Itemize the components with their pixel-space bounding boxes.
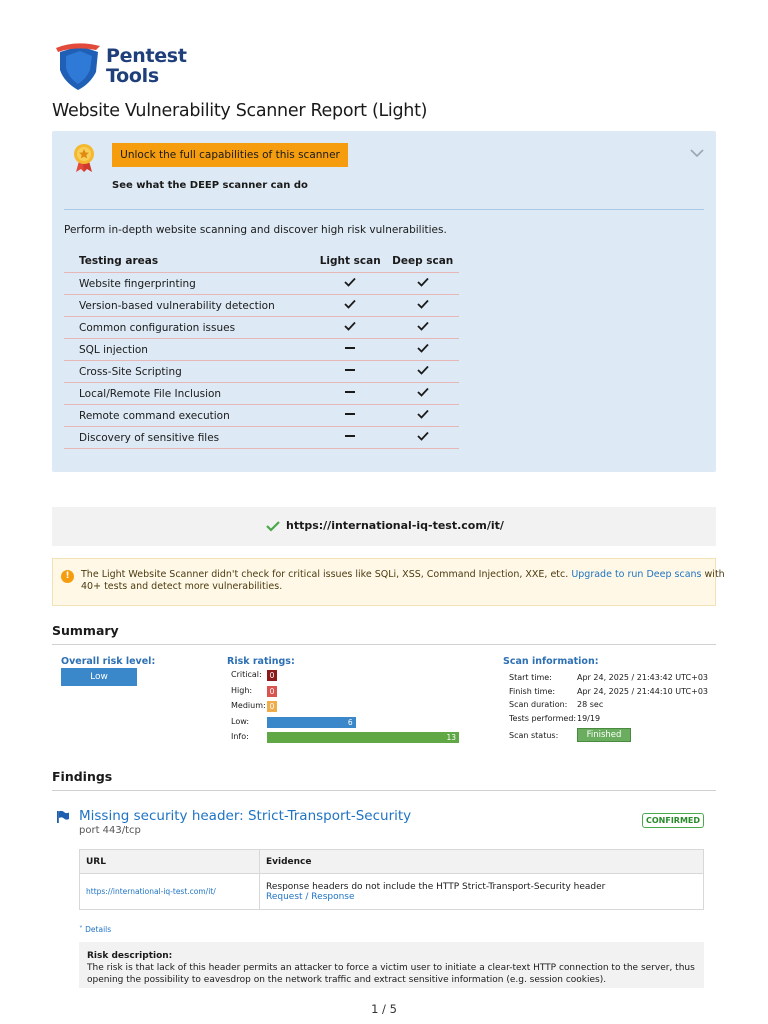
findings-heading: Findings [52,769,113,784]
finding-title[interactable]: Missing security header: Strict-Transport-Security [79,808,412,824]
scan-status-label: Scan status: [509,731,559,740]
rating-bar: 0 [267,670,277,681]
shield-logo-icon [56,42,102,92]
testing-area: Local/Remote File Inclusion [64,383,314,405]
rating-bar: 0 [267,701,277,712]
rating-label: Info: [231,732,249,741]
testing-area: Version-based vulnerability detection [64,295,314,317]
check-icon [314,317,386,339]
testing-area: Website fingerprinting [64,273,314,295]
check-icon [386,339,459,361]
column-header: Testing areas [64,250,314,273]
table-row [64,405,459,427]
brand-line-1: Pentest [106,45,187,67]
target-url-bar [52,507,716,546]
dash-icon [314,405,386,427]
check-icon [386,405,459,427]
rating-bar: 0 [267,686,277,697]
report-title: Website Vulnerability Scanner Report (Light) [52,101,428,121]
table-row [64,427,459,449]
rating-label: High: [231,685,253,695]
light-scan-warning [52,558,725,606]
scan-status-badge: Finished [577,728,631,742]
check-icon [386,361,459,383]
scan-info-label: Scan duration: [509,700,568,710]
column-header: Deep scan [386,250,459,273]
award-medal-icon [72,143,96,173]
dash-icon [314,383,386,405]
scan-info-label: Scan information: [503,656,599,667]
risk-ratings-label: Risk ratings: [227,656,295,667]
rating-label: Medium: [231,701,266,710]
check-icon [266,520,280,532]
check-icon [386,273,459,295]
rating-label: Critical: [231,670,262,679]
check-icon [314,273,386,295]
testing-area: Discovery of sensitive files [64,427,314,449]
deep-scanner-link[interactable]: See what the DEEP scanner can do [112,180,308,191]
check-icon [386,317,459,339]
column-header: Light scan [314,250,386,273]
table-row [80,874,704,910]
finding-port: port 443/tcp [79,825,141,836]
unlock-scanner-button[interactable]: Unlock the full capabilities of this scanner [112,143,348,167]
warning-message-2: with 40+ tests and detect more vulnerabilities. [81,569,725,592]
warning-message: The Light Website Scanner didn't check for critical issues like SQLi, XSS, Command Injection, XXE, etc. [81,569,569,580]
brand-line-2: Tools [106,65,159,87]
risk-description [79,942,704,988]
confirmed-badge: CONFIRMED [642,813,704,828]
table-row [64,383,459,405]
page-number: 1 / 5 [371,1002,397,1016]
scan-info-value: Apr 24, 2025 / 21:43:42 UTC+03 [577,673,709,682]
scan-comparison-table [64,250,459,449]
check-icon [314,295,386,317]
flag-icon [56,810,70,824]
column-header: Evidence [260,850,704,874]
divider [64,209,704,210]
chevron-down-icon: ˅ [79,925,83,934]
dash-icon [314,339,386,361]
warning-icon: ! [61,570,74,583]
check-icon [386,427,459,449]
dash-icon [314,361,386,383]
check-icon [386,295,459,317]
testing-area: Common configuration issues [64,317,314,339]
finding-evidence-cell [260,874,704,910]
overall-risk-badge: Low [61,668,137,686]
table-row [64,339,459,361]
rating-bar: 13 [267,732,459,743]
column-header: URL [80,850,260,874]
scan-info-label: Start time: [509,673,552,682]
request-response-link[interactable]: Request / Response [266,891,355,902]
finding-url[interactable]: https://international-iq-test.com/it/ [80,874,260,910]
testing-area: Cross-Site Scripting [64,361,314,383]
rating-label: Low: [231,716,250,726]
scan-info-value: 28 sec [577,700,604,710]
table-row [64,361,459,383]
target-url: https://international-iq-test.com/it/ [286,519,504,532]
divider [52,790,716,791]
risk-description-title: Risk description: [87,951,173,961]
warning-text [81,569,741,593]
overall-risk-label: Overall risk level: [61,656,156,667]
testing-area: Remote command execution [64,405,314,427]
chevron-down-icon[interactable] [690,148,704,158]
table-row [64,317,459,339]
scan-info-label: Finish time: [509,686,556,696]
scan-info-value: 19/19 [577,714,601,724]
summary-heading: Summary [52,623,119,638]
pentest-tools-logo [56,42,206,92]
risk-description-text: The risk is that lack of this header permits an attacker to force a victim user to initiate a clear-text HTTP connection to the server, thus opening the possibility to eavesdrop on the network traffic and extract sensitive information (e.g. session cookies). [87,963,695,985]
details-toggle[interactable] [79,925,111,934]
table-row [64,273,459,295]
upgrade-panel [52,131,716,472]
finding-table [79,849,704,910]
scan-info-label: Tests performed: [509,714,577,724]
check-icon [386,383,459,405]
testing-area: SQL injection [64,339,314,361]
dash-icon [314,427,386,449]
scan-info-value: Apr 24, 2025 / 21:44:10 UTC+03 [577,686,709,696]
details-label: Details [85,925,112,934]
finding-evidence: Response headers do not include the HTTP Strict-Transport-Security header [266,881,606,892]
divider [52,644,716,645]
table-row [64,295,459,317]
rating-bar: 6 [267,717,356,728]
upgrade-link[interactable]: Upgrade to run Deep scans [571,569,702,580]
promo-description: Perform in-depth website scanning and discover high risk vulnerabilities. [64,224,447,236]
